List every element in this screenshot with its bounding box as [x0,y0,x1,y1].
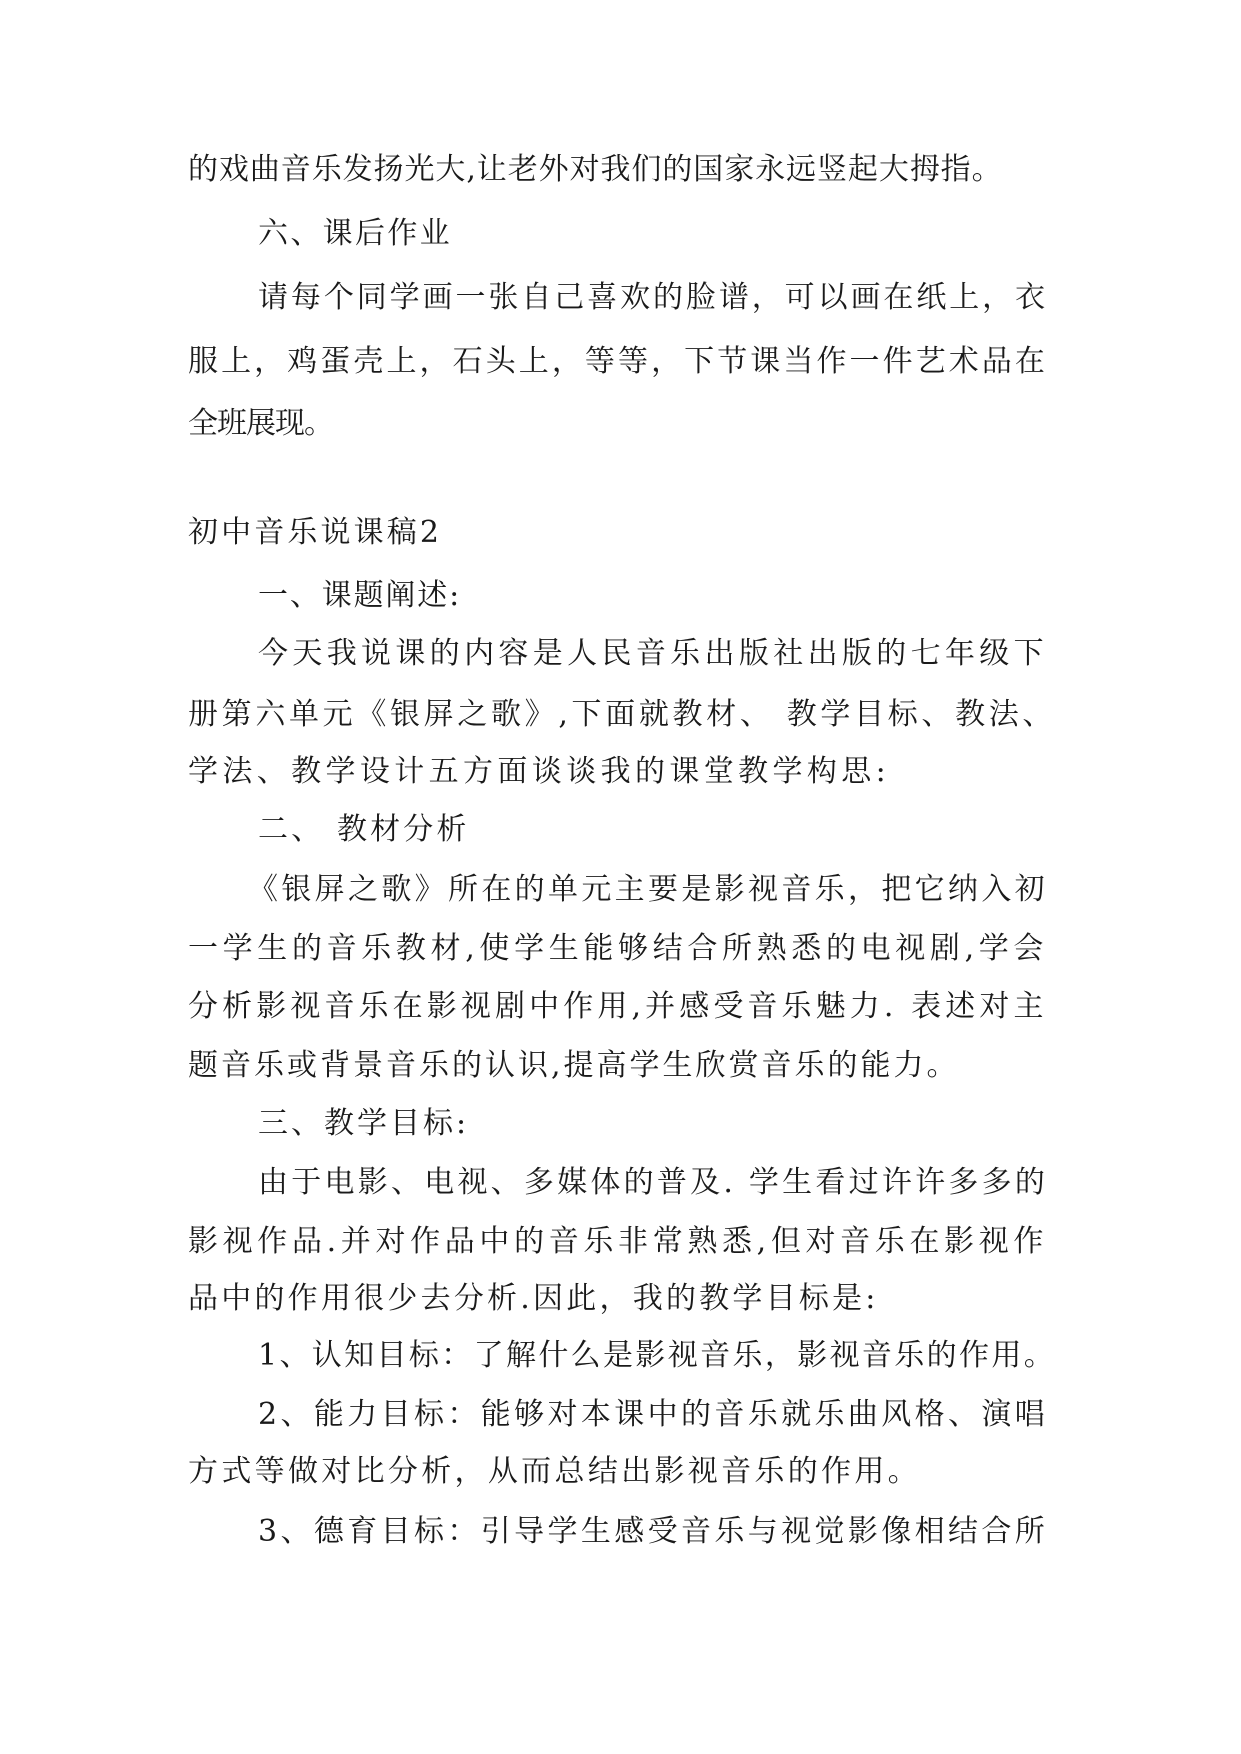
section-heading: 二、 教材分析 [258,812,470,847]
text-line: 影视作品.并对作品中的音乐非常熟悉,但对音乐在影视作 [188,1224,1049,1259]
text-line: 品中的作用很少去分析.因此，我的教学目标是: [188,1281,879,1316]
text-line: 方式等做对比分析，从而总结出影视音乐的作用。 [188,1454,921,1489]
list-item: 2、能力目标：能够对本课中的音乐就乐曲风格、演唱 [258,1397,1049,1432]
list-item: 3、德育目标：引导学生感受音乐与视觉影像相结合所 [258,1514,1049,1549]
text-line: 《银屏之歌》所在的单元主要是影视音乐，把它纳入初 [248,872,1048,907]
section-heading: 三、教学目标: [258,1106,470,1141]
text-line: 题音乐或背景音乐的认识,提高学生欣赏音乐的能力。 [188,1048,960,1083]
text-line: 全班展现。 [188,406,333,441]
text-line: 服上，鸡蛋壳上，石头上，等等，下节课当作一件艺术品在 [188,344,1048,379]
text-line: 学法、教学设计五方面谈谈我的课堂教学构思: [188,754,891,789]
text-line: 的戏曲音乐发扬光大,让老外对我们的国家永远竖起大拇指。 [188,152,1003,187]
text-line: 今天我说课的内容是人民音乐出版社出版的七年级下 [258,636,1048,671]
list-item: 1、认知目标：了解什么是影视音乐，影视音乐的作用。 [258,1338,1057,1373]
text-line: 分析影视音乐在影视剧中作用,并感受音乐魅力. 表述对主 [188,989,1048,1024]
text-line: 由于电影、电视、多媒体的普及. 学生看过许许多多的 [258,1165,1049,1200]
text-line: 请每个同学画一张自己喜欢的脸谱，可以画在纸上，衣 [258,280,1048,315]
text-line: 一学生的音乐教材,使学生能够结合所熟悉的电视剧,学会 [188,931,1049,966]
section-heading: 六、课后作业 [258,216,452,251]
text-line: 册第六单元《银屏之歌》,下面就教材、 教学目标、教法、 [188,697,1057,732]
document-title: 初中音乐说课稿2 [188,515,443,550]
section-heading: 一、课题阐述: [258,578,462,613]
